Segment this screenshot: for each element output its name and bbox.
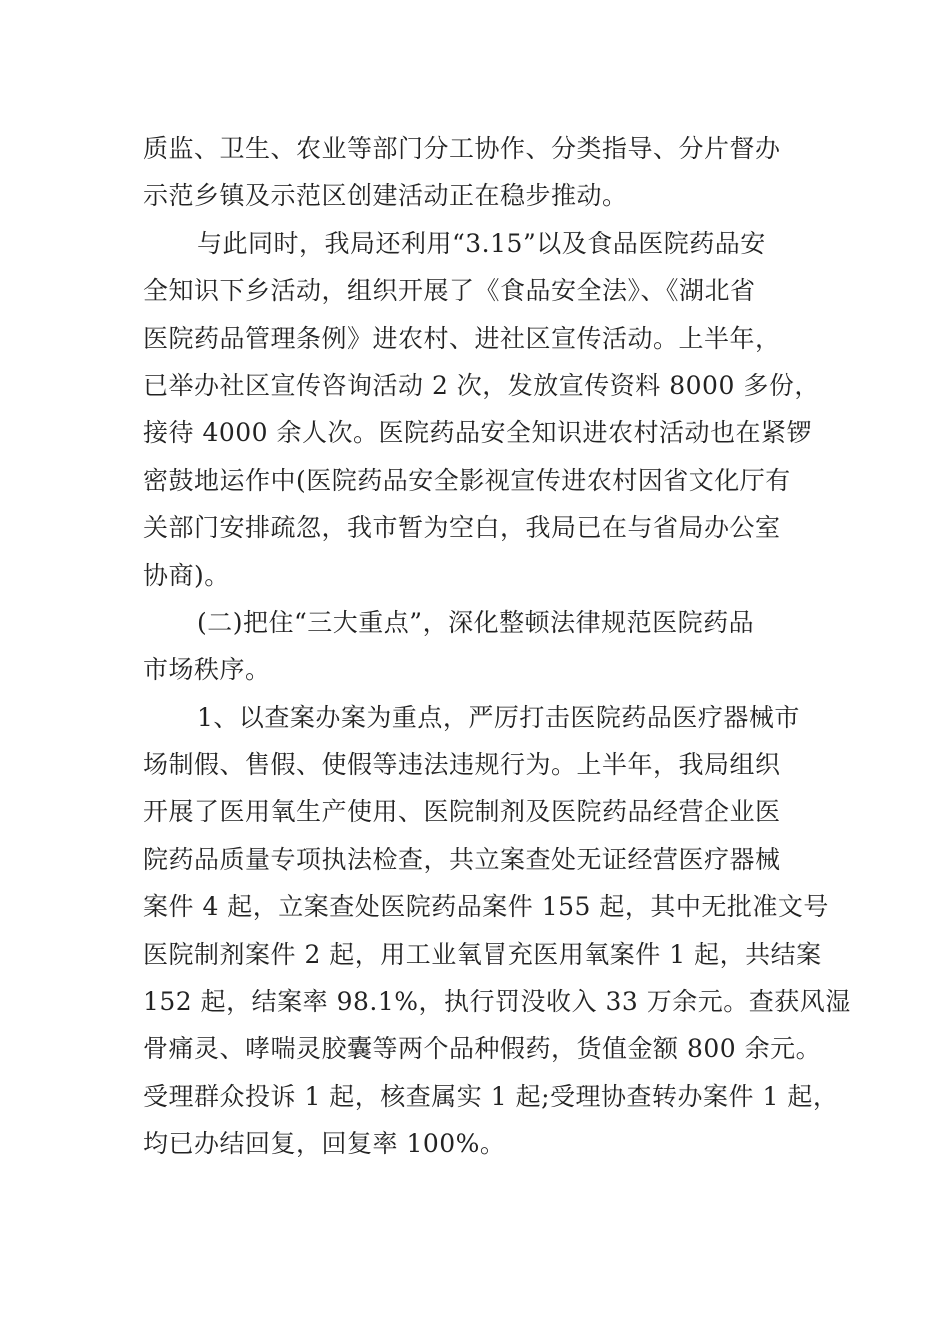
paragraph-start-line: 与此同时，我局还利用“3.15”以及食品医院药品安 [197,228,766,258]
text-line: 案件 4 起，立案查处医院药品案件 155 起，其中无批准文号 [143,892,829,922]
text-line: 均已办结回复，回复率 100%。 [143,1129,506,1159]
text-line: 已举办社区宣传咨询活动 2 次，发放宣传资料 8000 多份， [143,370,820,400]
section-heading-line: 市场秩序。 [143,655,271,685]
text-line: 全知识下乡活动，组织开展了《食品安全法》、《湖北省 [143,276,756,306]
text-line: 医院制剂案件 2 起，用工业氧冒充医用氧案件 1 起，共结案 [143,939,822,969]
text-line: 医院药品管理条例》进农村、进社区宣传活动。上半年， [143,323,781,353]
text-line: 接待 4000 余人次。医院药品安全知识进农村活动也在紧锣 [143,418,813,448]
text-line: 质监、卫生、农业等部门分工协作、分类指导、分片督办 [143,134,781,163]
section-heading-line: (二)把住“三大重点”，深化整顿法律规范医院药品 [197,607,755,637]
document-body [143,125,851,1168]
paragraph-start-line: 1、以查案办案为重点，严厉打击医院药品医疗器械市 [197,702,800,732]
text-line: 院药品质量专项执法检查，共立案查处无证经营医疗器械 [143,844,781,874]
text-line: 关部门安排疏忽，我市暂为空白，我局已在与省局办公室 [143,513,781,543]
text-line: 152 起，结案率 98.1%，执行罚没收入 33 万余元。查获风湿 [143,987,851,1017]
text-line: 协商)。 [143,560,230,590]
text-line: 开展了医用氧生产使用、医院制剂及医院药品经营企业医 [143,797,781,827]
text-line: 示范乡镇及示范区创建活动正在稳步推动。 [143,181,628,211]
text-line: 骨痛灵、哮喘灵胶囊等两个品种假药，货值金额 800 余元。 [143,1034,822,1064]
text-line: 场制假、售假、使假等违法违规行为。上半年，我局组织 [143,750,781,780]
text-line: 受理群众投诉 1 起，核查属实 1 起;受理协查转办案件 1 起， [143,1081,839,1111]
text-line: 密鼓地运作中(医院药品安全影视宣传进农村因省文化厅有 [143,465,791,495]
